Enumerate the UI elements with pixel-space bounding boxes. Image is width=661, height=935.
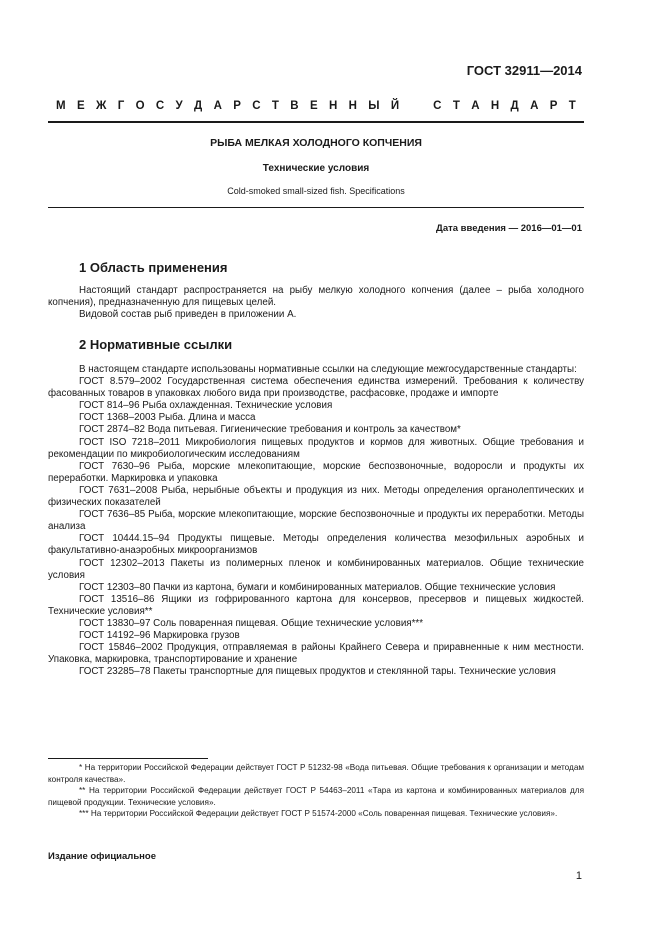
standard-banner (56, 100, 576, 112)
reference-item: ГОСТ ISO 7218–2011 Микробиология пищевых продуктов и кормов для животных. Общие требования и рекомендации по микробиологическим исследованиям (48, 436, 584, 460)
banner-letter: В (290, 100, 299, 112)
reference-item: ГОСТ 13516–86 Ящики из гофрированного картона для консервов, пресервов и пищевых жидкостей. Технические условия** (48, 593, 584, 617)
banner-letter: Е (309, 100, 318, 112)
banner-letter: Д (510, 100, 519, 112)
reference-item: ГОСТ 2874–82 Вода питьевая. Гигиенические требования и контроль за качеством* (79, 424, 461, 436)
banner-letter: Н (328, 100, 338, 112)
reference-item: ГОСТ 23285–78 Пакеты транспортные для пищевых продуктов и стеклянной тары. Технические условия (79, 666, 556, 678)
reference-item: ГОСТ 12303–80 Пачки из картона, бумаги и комбинированных материалов. Общие технические условия (79, 581, 556, 593)
document-title: РЫБА МЕЛКАЯ ХОЛОДНОГО КОПЧЕНИЯ (210, 137, 422, 149)
section-body (48, 285, 584, 321)
banner-letter: С (433, 100, 442, 112)
reference-item: ГОСТ 12302–2013 Пакеты из полимерных пленок и комбинированных материалов. Общие технические условия (48, 557, 584, 581)
paragraph: В настоящем стандарте использованы нормативные ссылки на следующие межгосударственные стандарты: (79, 364, 577, 375)
section-heading: 2 Нормативные ссылки (79, 337, 233, 352)
banner-letter: О (135, 100, 145, 112)
banner-letter: Ы (368, 100, 380, 112)
english-title: Cold-smoked small-sized fish. Specifications (227, 186, 405, 196)
banner-letter: Д (194, 100, 203, 112)
reference-item: ГОСТ 13830–97 Соль поваренная пищевая. Общие технические условия*** (79, 617, 424, 629)
footnote-divider (48, 758, 208, 759)
page-number: 1 (575, 870, 582, 882)
banner-letter: Т (271, 100, 279, 112)
banner-letter: Г (117, 100, 125, 112)
header-divider (48, 121, 584, 123)
banner-letter: А (530, 100, 539, 112)
section-heading: 1 Область применения (79, 260, 228, 275)
section-body (48, 364, 584, 678)
official-edition-label: Издание официальное (48, 851, 156, 862)
banner-letter: Е (76, 100, 85, 112)
footnotes (48, 762, 584, 820)
document-code: ГОСТ 32911—2014 (466, 63, 582, 78)
reference-item: ГОСТ 7630–96 Рыба, морские млекопитающие, морские беспозвоночные, водоросли и продукты их переработки. Маркировка и упаковка (48, 460, 584, 484)
banner-letter: Й (390, 100, 400, 112)
banner-letter: Ж (95, 100, 107, 112)
banner-letter: У (175, 100, 183, 112)
reference-item: ГОСТ 7631–2008 Рыба, нерыбные объекты и продукция из них. Методы определения органолептических и физических показателей (48, 484, 584, 509)
reference-item: ГОСТ 10444.15–94 Продукты пищевые. Методы определения количества мезофильных аэробных и факультативно-анаэробных микроорганизмов (48, 533, 584, 557)
banner-letter: С (252, 100, 261, 112)
reference-item: ГОСТ 8.579–2002 Государственная система обеспечения единства измерений. Требования к количеству фасованных товаров в упаковках любого вида при производстве, расфасовке, продаже и импорте (48, 376, 584, 400)
footnote: *** На территории Российской Федерации действует ГОСТ Р 51574-2000 «Соль поваренная пищевая. Технические условия». (79, 809, 558, 818)
banner-letter: Н (348, 100, 357, 112)
banner-letter: А (471, 100, 480, 112)
paragraph: Настоящий стандарт распространяется на рыбу мелкую холодного копчения (далее – рыба холодного копчения), предназначенную для пищевых целей. (48, 285, 584, 309)
reference-item: ГОСТ 14192–96 Маркировка грузов (79, 630, 240, 642)
document-subtitle: Технические условия (262, 163, 370, 174)
paragraph: Видовой состав рыб приведен в приложении А. (79, 309, 297, 321)
banner-letter: Р (233, 100, 241, 112)
banner-letter: Т (452, 100, 460, 112)
reference-item: ГОСТ 7636–85 Рыба, морские млекопитающие, морские беспозвоночные и продукты их переработки. Методы анализа (48, 509, 584, 533)
banner-letter: С (155, 100, 165, 112)
banner-letter: Р (549, 100, 558, 112)
section-normative-references (48, 337, 584, 678)
banner-letter: А (213, 100, 222, 112)
reference-item: ГОСТ 814–96 Рыба охлажденная. Технические условия (79, 400, 333, 412)
title-divider (48, 207, 584, 208)
footnote: ** На территории Российской Федерации действует ГОСТ Р 54463–2011 «Тара из картона и комбинированных материалов для пищевой продукции. Технические условия». (48, 786, 584, 807)
banner-letter: Н (490, 100, 500, 112)
banner-letter: Т (568, 100, 576, 112)
reference-item: ГОСТ 15846–2002 Продукция, отправляемая в районы Крайнего Севера и приравненные к ним местности. Упаковка, маркировка, транспортирование и хранение (48, 642, 584, 666)
banner-letter: М (56, 100, 66, 112)
reference-item: ГОСТ 1368–2003 Рыба. Длина и масса (79, 412, 256, 424)
introduction-date: Дата введения — 2016—01—01 (436, 223, 582, 234)
section-scope (48, 260, 584, 321)
footnote: * На территории Российской Федерации действует ГОСТ Р 51232-98 «Вода питьевая. Общие требования к организации и методам контроля качества». (48, 763, 584, 784)
